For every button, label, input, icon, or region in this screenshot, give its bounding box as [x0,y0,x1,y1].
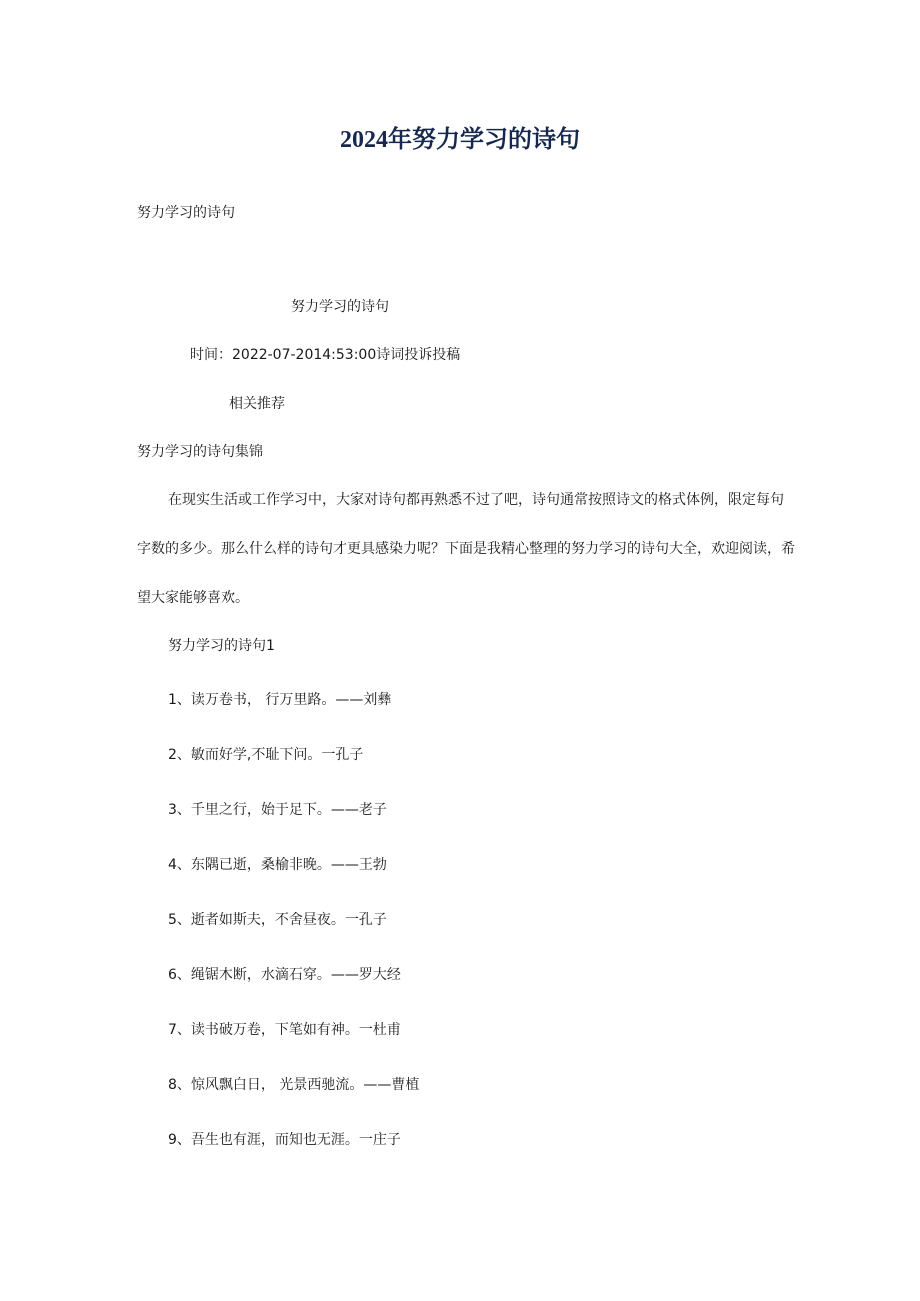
section-heading: 努力学习的诗句1 [168,638,275,654]
intro-line: 在现实生活或工作学习中，大家对诗句都再熟悉不过了吧，诗句通常按照诗文的格式体例，限定每句 [168,492,784,508]
list-item: 8、惊风飘白日， 光景西驰流。——曹植 [168,1077,420,1093]
collection-title: 努力学习的诗句集锦 [137,444,263,460]
list-item: 9、吾生也有涯，而知也无涯。一庄子 [168,1132,401,1148]
centered-heading: 努力学习的诗句 [291,299,389,315]
related-recommendations: 相关推荐 [229,396,285,412]
intro-line: 望大家能够喜欢。 [137,590,249,606]
subtitle: 努力学习的诗句 [137,205,235,221]
list-item: 3、千里之行，始于足下。——老子 [168,802,387,818]
document-title: 2024年努力学习的诗句 [340,127,580,153]
list-item: 6、绳锯木断，水滴石穿。——罗大经 [168,967,401,983]
intro-line: 字数的多少。那么什么样的诗句才更具感染力呢？下面是我精心整理的努力学习的诗句大全，欢迎阅读，希 [137,541,795,557]
list-item: 1、读万卷书， 行万里路。——刘彝 [168,692,392,708]
meta-line: 时间：2022-07-2014:53:00诗词投诉投稿 [190,347,461,363]
list-item: 4、东隅已逝，桑榆非晚。——王勃 [168,857,387,873]
poem-list [168,690,419,1185]
list-item: 7、读书破万卷，下笔如有神。一杜甫 [168,1022,401,1038]
list-item: 5、逝者如斯夫，不舍昼夜。一孔子 [168,912,387,928]
list-item: 2、敏而好学,不耻下问。一孔子 [168,747,364,763]
